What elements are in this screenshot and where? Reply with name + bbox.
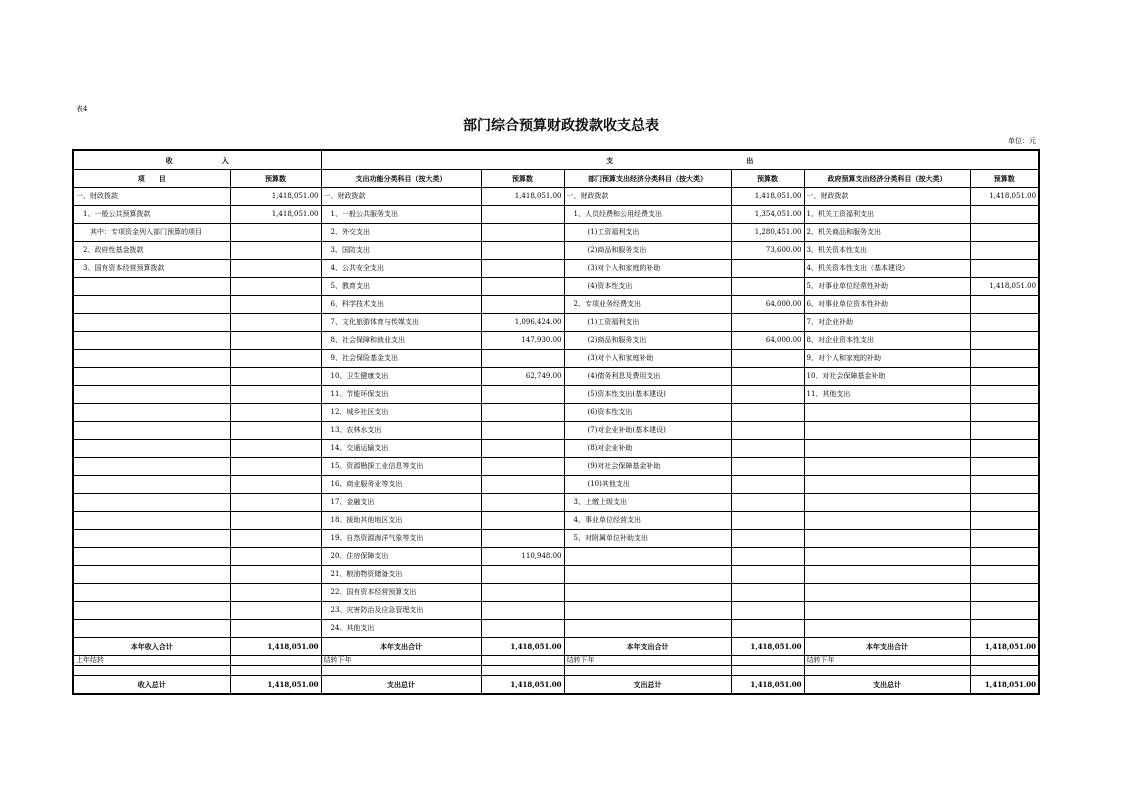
amount-cell [731, 368, 804, 386]
amount-cell [731, 548, 804, 566]
unit-label: 单位：元 [1008, 137, 1036, 145]
amount-cell: 1,418,051.00 [230, 206, 321, 224]
item-cell [73, 458, 230, 476]
amount-cell [230, 620, 321, 638]
item-cell: 其中：专项资金列入部门预算的项目 [73, 224, 230, 242]
page-title: 部门综合预算财政拨款收支总表 [463, 118, 659, 134]
item-cell: 11、其他支出 [804, 386, 970, 404]
amount-cell [731, 422, 804, 440]
table-row [73, 350, 1039, 368]
amount-cell: 1,418,051.00 [731, 676, 804, 695]
blank-row [73, 666, 1039, 676]
table-row [73, 440, 1039, 458]
amount-cell: 1,418,051.00 [481, 188, 564, 206]
item-cell: 19、自然资源海洋气象等支出 [321, 530, 481, 548]
column-header: 支出功能分类科目（按大类） [321, 170, 481, 188]
table-row [73, 314, 1039, 332]
amount-cell [970, 476, 1039, 494]
item-cell [73, 278, 230, 296]
amount-cell [970, 530, 1039, 548]
table-row [73, 224, 1039, 242]
amount-cell [481, 584, 564, 602]
item-cell: 1、一般公共预算拨款 [73, 206, 230, 224]
item-cell: 一、财政拨款 [321, 188, 481, 206]
item-cell: (4)债务利息及费用支出 [564, 368, 731, 386]
amount-cell [230, 350, 321, 368]
amount-cell [970, 656, 1039, 666]
item-cell: 13、农林水支出 [321, 422, 481, 440]
amount-cell [731, 602, 804, 620]
table-row [73, 602, 1039, 620]
item-cell: (2)商品和服务支出 [564, 332, 731, 350]
item-cell [804, 422, 970, 440]
amount-cell [230, 278, 321, 296]
item-cell: 2、政府性基金拨款 [73, 242, 230, 260]
column-header: 政府预算支出经济分类科目（按大类） [804, 170, 970, 188]
item-cell: 7、对企业补助 [804, 314, 970, 332]
table-row [73, 242, 1039, 260]
empty-cell [321, 666, 481, 676]
item-cell [73, 422, 230, 440]
item-cell: (1)工资福利支出 [564, 224, 731, 242]
item-cell: 22、国有资本经营预算支出 [321, 584, 481, 602]
amount-cell [970, 386, 1039, 404]
amount-cell [481, 494, 564, 512]
item-cell [804, 602, 970, 620]
item-cell [564, 584, 731, 602]
amount-cell [731, 584, 804, 602]
amount-cell [481, 260, 564, 278]
item-cell: (7)对企业补助(基本建设) [564, 422, 731, 440]
item-cell: 收入总计 [73, 676, 230, 695]
amount-cell: 1,418,051.00 [230, 638, 321, 656]
item-cell [804, 440, 970, 458]
table-row [73, 512, 1039, 530]
empty-cell [804, 666, 970, 676]
table-row [73, 260, 1039, 278]
amount-cell: 1,418,051.00 [481, 638, 564, 656]
item-cell [73, 368, 230, 386]
table-row [73, 458, 1039, 476]
item-cell: (6)资本性支出 [564, 404, 731, 422]
item-cell: 5、对事业单位经常性补助 [804, 278, 970, 296]
item-cell: 上年结转 [73, 656, 230, 666]
amount-cell [970, 440, 1039, 458]
empty-cell [970, 666, 1039, 676]
column-header: 预算数 [731, 170, 804, 188]
amount-cell [230, 422, 321, 440]
column-header: 项 目 [73, 170, 230, 188]
column-header: 部门预算支出经济分类科目（按大类） [564, 170, 731, 188]
amount-cell [481, 404, 564, 422]
item-cell: 结转下年 [804, 656, 970, 666]
amount-cell [481, 620, 564, 638]
amount-cell [230, 386, 321, 404]
item-cell: (10)其他支出 [564, 476, 731, 494]
amount-cell [731, 566, 804, 584]
item-cell [804, 476, 970, 494]
item-cell [73, 476, 230, 494]
amount-cell: 64,000.00 [731, 296, 804, 314]
amount-cell [230, 548, 321, 566]
amount-cell [481, 440, 564, 458]
item-cell: (5)资本性支出(基本建设) [564, 386, 731, 404]
amount-cell [731, 656, 804, 666]
item-cell: 4、事业单位经营支出 [564, 512, 731, 530]
amount-cell [481, 530, 564, 548]
item-cell [564, 620, 731, 638]
item-cell: 7、文化旅游体育与传媒支出 [321, 314, 481, 332]
amount-cell [230, 566, 321, 584]
item-cell: 10、对社会保障基金补助 [804, 368, 970, 386]
item-cell [804, 566, 970, 584]
amount-cell: 73,600.00 [731, 242, 804, 260]
item-cell [73, 566, 230, 584]
amount-cell [230, 602, 321, 620]
income-header: 收 入 [73, 150, 321, 170]
amount-cell: 1,418,051.00 [731, 188, 804, 206]
item-cell: 3、国有资本经营预算拨款 [73, 260, 230, 278]
item-cell: 支出总计 [564, 676, 731, 695]
item-cell [804, 584, 970, 602]
amount-cell [230, 314, 321, 332]
amount-cell: 62,749.00 [481, 368, 564, 386]
item-cell [804, 404, 970, 422]
item-cell [804, 494, 970, 512]
amount-cell [230, 530, 321, 548]
item-cell: 18、援助其他地区支出 [321, 512, 481, 530]
item-cell: 本年收入合计 [73, 638, 230, 656]
amount-cell [481, 350, 564, 368]
table-row [73, 368, 1039, 386]
empty-cell [230, 666, 321, 676]
amount-cell [481, 656, 564, 666]
item-cell: 24、其他支出 [321, 620, 481, 638]
amount-cell [970, 314, 1039, 332]
amount-cell [481, 242, 564, 260]
item-cell: 1、机关工资福利支出 [804, 206, 970, 224]
item-cell [564, 602, 731, 620]
item-cell: 5、对附属单位补助支出 [564, 530, 731, 548]
amount-cell [230, 404, 321, 422]
item-cell: 一、财政拨款 [73, 188, 230, 206]
item-cell: 21、粮油物资储备支出 [321, 566, 481, 584]
table-row [73, 422, 1039, 440]
amount-cell [481, 206, 564, 224]
empty-cell [564, 666, 731, 676]
table-row [73, 566, 1039, 584]
item-cell [73, 296, 230, 314]
item-cell [73, 602, 230, 620]
item-cell: (3)对个人和家庭的补助 [564, 260, 731, 278]
amount-cell: 1,418,051.00 [731, 638, 804, 656]
amount-cell: 64,000.00 [731, 332, 804, 350]
table-number: 表4 [76, 105, 88, 113]
item-cell: 12、城乡社区支出 [321, 404, 481, 422]
amount-cell: 1,418,051.00 [970, 638, 1039, 656]
table-row [73, 620, 1039, 638]
amount-cell: 147,930.00 [481, 332, 564, 350]
item-cell: 支出总计 [321, 676, 481, 695]
item-cell: 8、对企业资本性支出 [804, 332, 970, 350]
amount-cell: 1,418,051.00 [230, 676, 321, 695]
amount-cell [481, 224, 564, 242]
amount-cell: 1,280,451.00 [731, 224, 804, 242]
amount-cell [970, 512, 1039, 530]
item-cell [73, 440, 230, 458]
budget-table [72, 149, 1040, 695]
amount-cell [230, 512, 321, 530]
item-cell: 本年支出合计 [321, 638, 481, 656]
item-cell [73, 584, 230, 602]
item-cell: 23、灾害防治及应急管理支出 [321, 602, 481, 620]
amount-cell [230, 476, 321, 494]
table-row [73, 188, 1039, 206]
item-cell: (2)商品和服务支出 [564, 242, 731, 260]
table-row [73, 404, 1039, 422]
grand-total-row [73, 676, 1039, 695]
column-header: 预算数 [481, 170, 564, 188]
item-cell: 6、对事业单位资本性补助 [804, 296, 970, 314]
table-row [73, 332, 1039, 350]
amount-cell [970, 584, 1039, 602]
amount-cell: 1,418,051.00 [230, 188, 321, 206]
item-cell: 5、教育支出 [321, 278, 481, 296]
item-cell: 1、一般公共服务支出 [321, 206, 481, 224]
item-cell: 一、财政拨款 [804, 188, 970, 206]
amount-cell [230, 440, 321, 458]
item-cell [73, 332, 230, 350]
amount-cell [230, 656, 321, 666]
table-row [73, 476, 1039, 494]
item-cell [804, 512, 970, 530]
amount-cell [970, 296, 1039, 314]
item-cell: (1)工资福利支出 [564, 314, 731, 332]
amount-cell: 1,418,051.00 [481, 676, 564, 695]
amount-cell [731, 260, 804, 278]
amount-cell [970, 206, 1039, 224]
item-cell: 15、资源勘探工业信息等支出 [321, 458, 481, 476]
amount-cell [970, 566, 1039, 584]
column-header: 预算数 [970, 170, 1039, 188]
amount-cell [731, 440, 804, 458]
amount-cell: 110,948.00 [481, 548, 564, 566]
item-cell: 2、外交支出 [321, 224, 481, 242]
amount-cell [731, 350, 804, 368]
amount-cell [970, 332, 1039, 350]
item-cell: (4)资本性支出 [564, 278, 731, 296]
item-cell [564, 566, 731, 584]
expense-header: 支 出 [321, 150, 1039, 170]
amount-cell [970, 422, 1039, 440]
item-cell: 4、公共安全支出 [321, 260, 481, 278]
amount-cell [731, 314, 804, 332]
item-cell: 本年支出合计 [564, 638, 731, 656]
item-cell: (9)对社会保障基金补助 [564, 458, 731, 476]
item-cell [73, 494, 230, 512]
amount-cell [481, 476, 564, 494]
amount-cell [970, 350, 1039, 368]
item-cell [73, 314, 230, 332]
amount-cell [731, 404, 804, 422]
item-cell [804, 620, 970, 638]
amount-cell [230, 296, 321, 314]
empty-cell [73, 666, 230, 676]
empty-cell [731, 666, 804, 676]
item-cell [804, 530, 970, 548]
amount-cell [481, 296, 564, 314]
amount-cell [970, 602, 1039, 620]
amount-cell [970, 620, 1039, 638]
item-cell: 8、社会保障和就业支出 [321, 332, 481, 350]
item-cell: 一、财政拨款 [564, 188, 731, 206]
amount-cell: 1,096,424.00 [481, 314, 564, 332]
amount-cell [970, 260, 1039, 278]
amount-cell [481, 278, 564, 296]
table-row [73, 584, 1039, 602]
item-cell: 1、人员经费和公用经费支出 [564, 206, 731, 224]
amount-cell [230, 584, 321, 602]
column-header: 预算数 [230, 170, 321, 188]
amount-cell [970, 548, 1039, 566]
item-cell: (3)对个人和家庭补助 [564, 350, 731, 368]
table-row [73, 296, 1039, 314]
amount-cell [481, 512, 564, 530]
item-cell: 结转下年 [321, 656, 481, 666]
carry-over-row [73, 656, 1039, 666]
item-cell: 结转下年 [564, 656, 731, 666]
amount-cell: 1,418,051.00 [970, 278, 1039, 296]
amount-cell [970, 368, 1039, 386]
amount-cell [970, 242, 1039, 260]
item-cell: 9、对个人和家庭的补助 [804, 350, 970, 368]
item-cell: 17、金融支出 [321, 494, 481, 512]
item-cell: 20、住房保障支出 [321, 548, 481, 566]
item-cell: 2、专项业务经费支出 [564, 296, 731, 314]
table-row [73, 278, 1039, 296]
amount-cell [481, 602, 564, 620]
amount-cell [731, 512, 804, 530]
item-cell: 10、卫生健康支出 [321, 368, 481, 386]
item-cell [73, 350, 230, 368]
header-row-2 [73, 170, 1039, 188]
amount-cell [481, 458, 564, 476]
amount-cell [970, 494, 1039, 512]
amount-cell [970, 404, 1039, 422]
table-row [73, 494, 1039, 512]
item-cell [73, 530, 230, 548]
amount-cell [230, 368, 321, 386]
item-cell: 本年支出合计 [804, 638, 970, 656]
item-cell: 2、机关商品和服务支出 [804, 224, 970, 242]
amount-cell [230, 458, 321, 476]
item-cell: (8)对企业补助 [564, 440, 731, 458]
amount-cell [970, 458, 1039, 476]
item-cell: 6、科学技术支出 [321, 296, 481, 314]
item-cell [804, 548, 970, 566]
item-cell [73, 620, 230, 638]
item-cell: 9、社会保险基金支出 [321, 350, 481, 368]
amount-cell: 1,354,051.00 [731, 206, 804, 224]
amount-cell [481, 566, 564, 584]
table-row [73, 206, 1039, 224]
item-cell: 11、节能环保支出 [321, 386, 481, 404]
amount-cell [230, 224, 321, 242]
item-cell: 4、机关资本性支出（基本建设） [804, 260, 970, 278]
empty-cell [481, 666, 564, 676]
amount-cell [731, 386, 804, 404]
item-cell [804, 458, 970, 476]
item-cell: 3、国防支出 [321, 242, 481, 260]
year-total-row [73, 638, 1039, 656]
item-cell: 16、商业服务业等支出 [321, 476, 481, 494]
item-cell [73, 386, 230, 404]
item-cell [73, 404, 230, 422]
item-cell [73, 548, 230, 566]
table-row [73, 386, 1039, 404]
amount-cell: 1,418,051.00 [970, 676, 1039, 695]
amount-cell [481, 422, 564, 440]
amount-cell [731, 494, 804, 512]
item-cell: 3、机关资本性支出 [804, 242, 970, 260]
amount-cell [731, 458, 804, 476]
amount-cell [230, 494, 321, 512]
table-row [73, 548, 1039, 566]
amount-cell [230, 260, 321, 278]
amount-cell [230, 242, 321, 260]
amount-cell: 1,418,051.00 [970, 188, 1039, 206]
item-cell: 3、上缴上级支出 [564, 494, 731, 512]
item-cell [73, 512, 230, 530]
amount-cell [731, 530, 804, 548]
amount-cell [481, 386, 564, 404]
amount-cell [230, 332, 321, 350]
amount-cell [970, 224, 1039, 242]
amount-cell [731, 476, 804, 494]
header-row-1 [73, 150, 1039, 170]
item-cell: 14、交通运输支出 [321, 440, 481, 458]
amount-cell [731, 278, 804, 296]
item-cell [564, 548, 731, 566]
table-row [73, 530, 1039, 548]
amount-cell [731, 620, 804, 638]
item-cell: 支出总计 [804, 676, 970, 695]
